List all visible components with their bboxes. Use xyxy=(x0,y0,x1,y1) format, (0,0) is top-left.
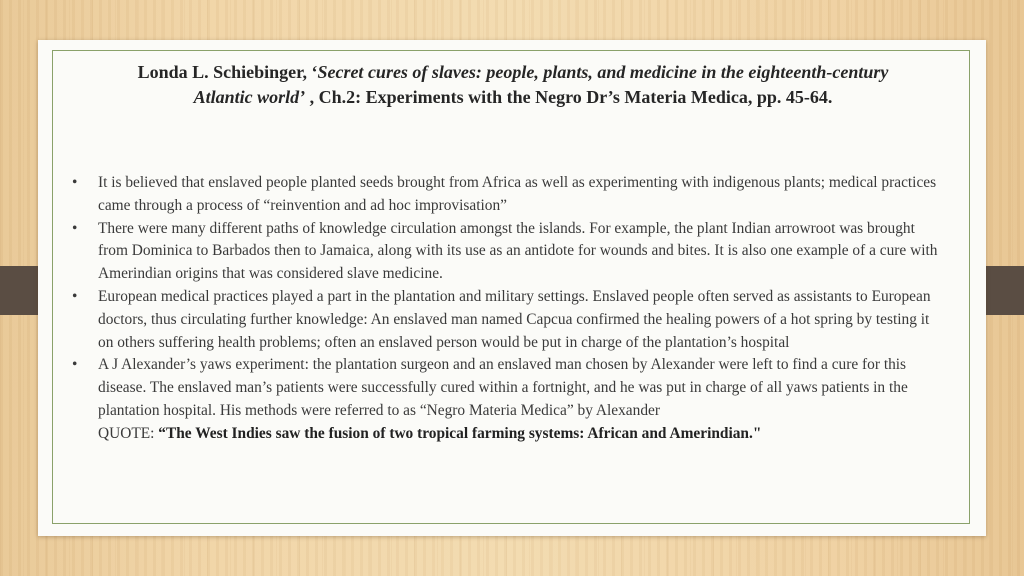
bullet-item xyxy=(68,218,948,286)
bullet-list xyxy=(68,172,948,446)
bullet-marker: • xyxy=(72,287,78,305)
bullet-marker: • xyxy=(72,174,78,191)
slide-title xyxy=(128,60,898,110)
bullet-item xyxy=(68,172,948,218)
bullet-text: A J Alexander’s yaws experiment: the plantation surgeon and an enslaved man chosen by Alexander were left to find a cure for this disease. The enslaved man’s patients were successfully cured within a fortnight, and he was put in charge of all yaws patients in the plantation hospital. His methods were referred to as “Negro Materia Medica” by Alexander xyxy=(98,356,908,419)
bullet-item xyxy=(68,286,948,354)
quote-text: “The West Indies saw the fusion of two tropical farming systems: African and Amerindian." xyxy=(158,424,762,442)
bullet-text: European medical practices played a part in the plantation and military settings. Enslaved people often served as assistants to European doctors, thus circulating further knowledge: An enslaved man named Capcua confirmed the healing powers of a hot spring by testing it on others suffering health problems; often an enslaved person would be put in charge of the plantation’s hospital xyxy=(98,287,931,351)
bullet-text: It is believed that enslaved people planted seeds brought from Africa as well as experimenting with indigenous plants; medical practices came through a process of “reinvention and ad hoc improvisation” xyxy=(98,174,937,214)
bullet-marker: • xyxy=(72,219,78,237)
title-chapter: , Ch.2: Experiments with the Negro Dr’s Materia Medica, pp. 45-64. xyxy=(305,87,833,107)
bullet-text: There were many different paths of knowledge circulation amongst the islands. For example, the plant Indian arrowroot was brought from Dominica to Barbados then to Jamaica, along with its use as an antidote for wounds and bites. It is also one example of a cure with Amerindian origins that was considered slave medicine. xyxy=(98,219,938,283)
bullet-marker: • xyxy=(72,356,78,374)
quote-line xyxy=(98,423,948,446)
title-author: Londa L. Schiebinger, ‘ xyxy=(137,62,318,82)
slide-card xyxy=(38,40,986,536)
quote-label: QUOTE: xyxy=(98,424,159,442)
title-book: Secret cures of slaves: people, plants, and medicine in the eighteenth-century Atlantic world’ xyxy=(193,62,889,107)
bullet-item xyxy=(68,354,948,445)
